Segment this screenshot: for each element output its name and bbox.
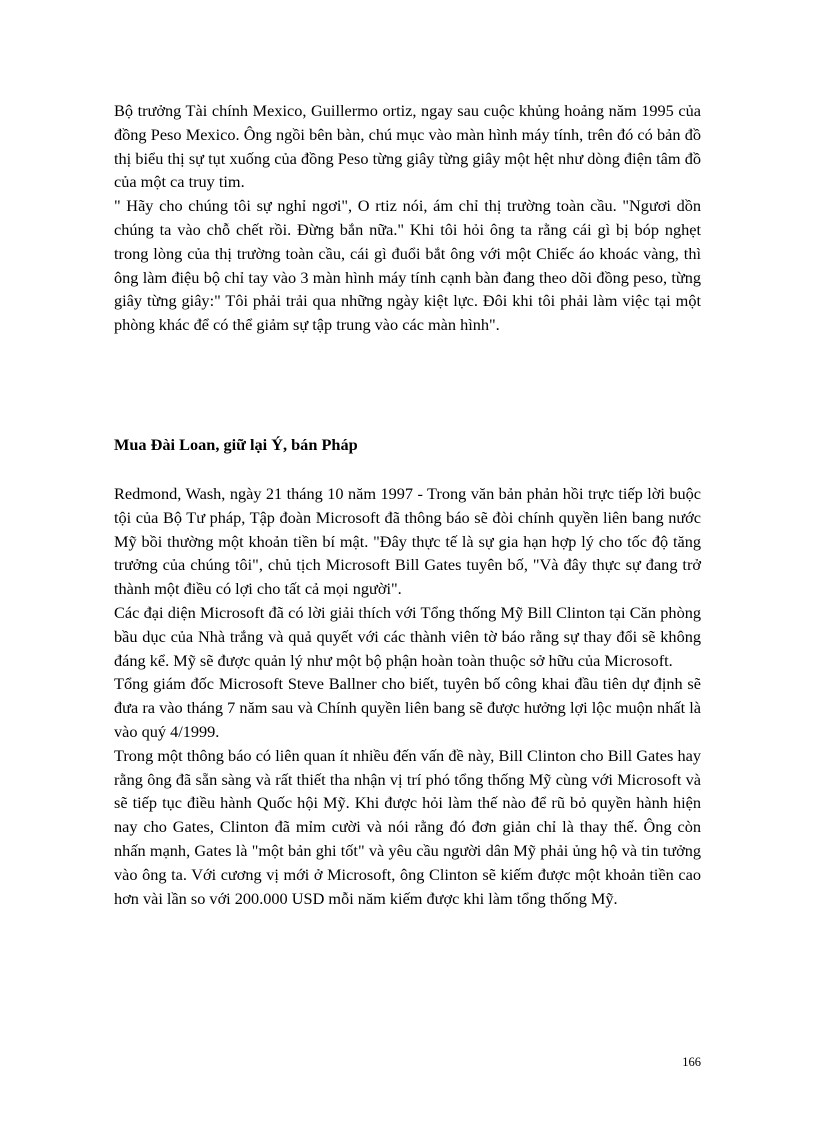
paragraph: Tổng giám đốc Microsoft Steve Ballner cho biết, tuyên bố công khai đầu tiên dự định sẽ đưa ra vào tháng 7 năm sau và Chính quyền liên bang sẽ được hưởng lợi lộc muộn nhất là vào quý 4/1999. — [114, 674, 701, 741]
section-heading: Mua Đài Loan, giữ lại Ý, bán Pháp — [114, 435, 358, 454]
paragraph: Trong một thông báo có liên quan ít nhiều đến vấn đề này, Bill Clinton cho Bill Gates hay rằng ông đã sẵn sàng và rất thiết tha nhận vị trí phó tổng thống Mỹ cùng với Microsoft và sẽ tiếp tục điều hành Quốc hội Mỹ. Khi được hỏi làm thế nào để rũ bỏ quyền hành hiện nay cho Gates, Clinton đã mỉm cười và nói rằng đó đơn giản chỉ là thay thế. Ông còn nhấn mạnh, Gates là "một bản ghi tốt" và yêu cầu người dân Mỹ phải ủng hộ và tin tưởng vào ông ta. Với cương vị mới ở Microsoft, ông Clinton sẽ kiếm được một khoản tiền cao hơn vài lần so với 200.000 USD mỗi năm kiếm được khi làm tổng thống Mỹ. — [114, 745, 701, 908]
text-block-intro — [114, 99, 701, 337]
paragraph: Các đại diện Microsoft đã có lời giải thích với Tổng thống Mỹ Bill Clinton tại Căn phòng bầu dục của Nhà trắng và quả quyết với các thành viên tờ báo rằng sự thay đổi sẽ không đáng kể. Mỹ sẽ được quản lý như một bộ phận hoàn toàn thuộc sở hữu của Microsoft. — [114, 602, 701, 670]
paragraph: Bộ trưởng Tài chính Mexico, Guillermo ortiz, ngay sau cuộc khủng hoảng năm 1995 của đồng Peso Mexico. Ông ngồi bên bàn, chú mục vào màn hình máy tính, trên đó có bản đồ thị biểu thị sự tụt xuống của đồng Peso từng giây từng giây một hệt như dòng điện tâm đồ của một ca truy tim. — [114, 101, 701, 192]
page-number: 166 — [682, 1055, 701, 1069]
text-block-article — [114, 482, 701, 910]
paragraph: " Hãy cho chúng tôi sự nghỉ ngơi", O rtiz nói, ám chỉ thị trường toàn cầu. "Ngươi dồn chúng ta vào chỗ chết rồi. Đừng bắn nữa." Khi tôi hỏi ông ta rằng cái gì bị bóp nghẹt trong lòng của thị trường toàn cầu, cái gì đuổi bắt ông với một Chiếc áo khoác vàng, thì ông làm điệu bộ chỉ tay vào 3 màn hình máy tính cạnh bàn đang theo dõi đồng peso, từng giây từng giây:" Tôi phải trải qua những ngày kiệt lực. Đôi khi tôi phải làm việc tại một phòng khác để có thể giảm sự tập trung vào các màn hình". — [114, 196, 701, 335]
paragraph: Redmond, Wash, ngày 21 tháng 10 năm 1997 - Trong văn bản phản hồi trực tiếp lời buộc tội của Bộ Tư pháp, Tập đoàn Microsoft đã thông báo sẽ đòi chính quyền liên bang nước Mỹ bồi thường một khoản tiền bí mật. "Đây thực tế là sự gia hạn hợp lý cho tốc độ tăng trưởng của chúng tôi", chủ tịch Microsoft Bill Gates tuyên bố, "Và đây thực sự đang trở thành một điều có lợi cho tất cả mọi người". — [114, 484, 701, 599]
